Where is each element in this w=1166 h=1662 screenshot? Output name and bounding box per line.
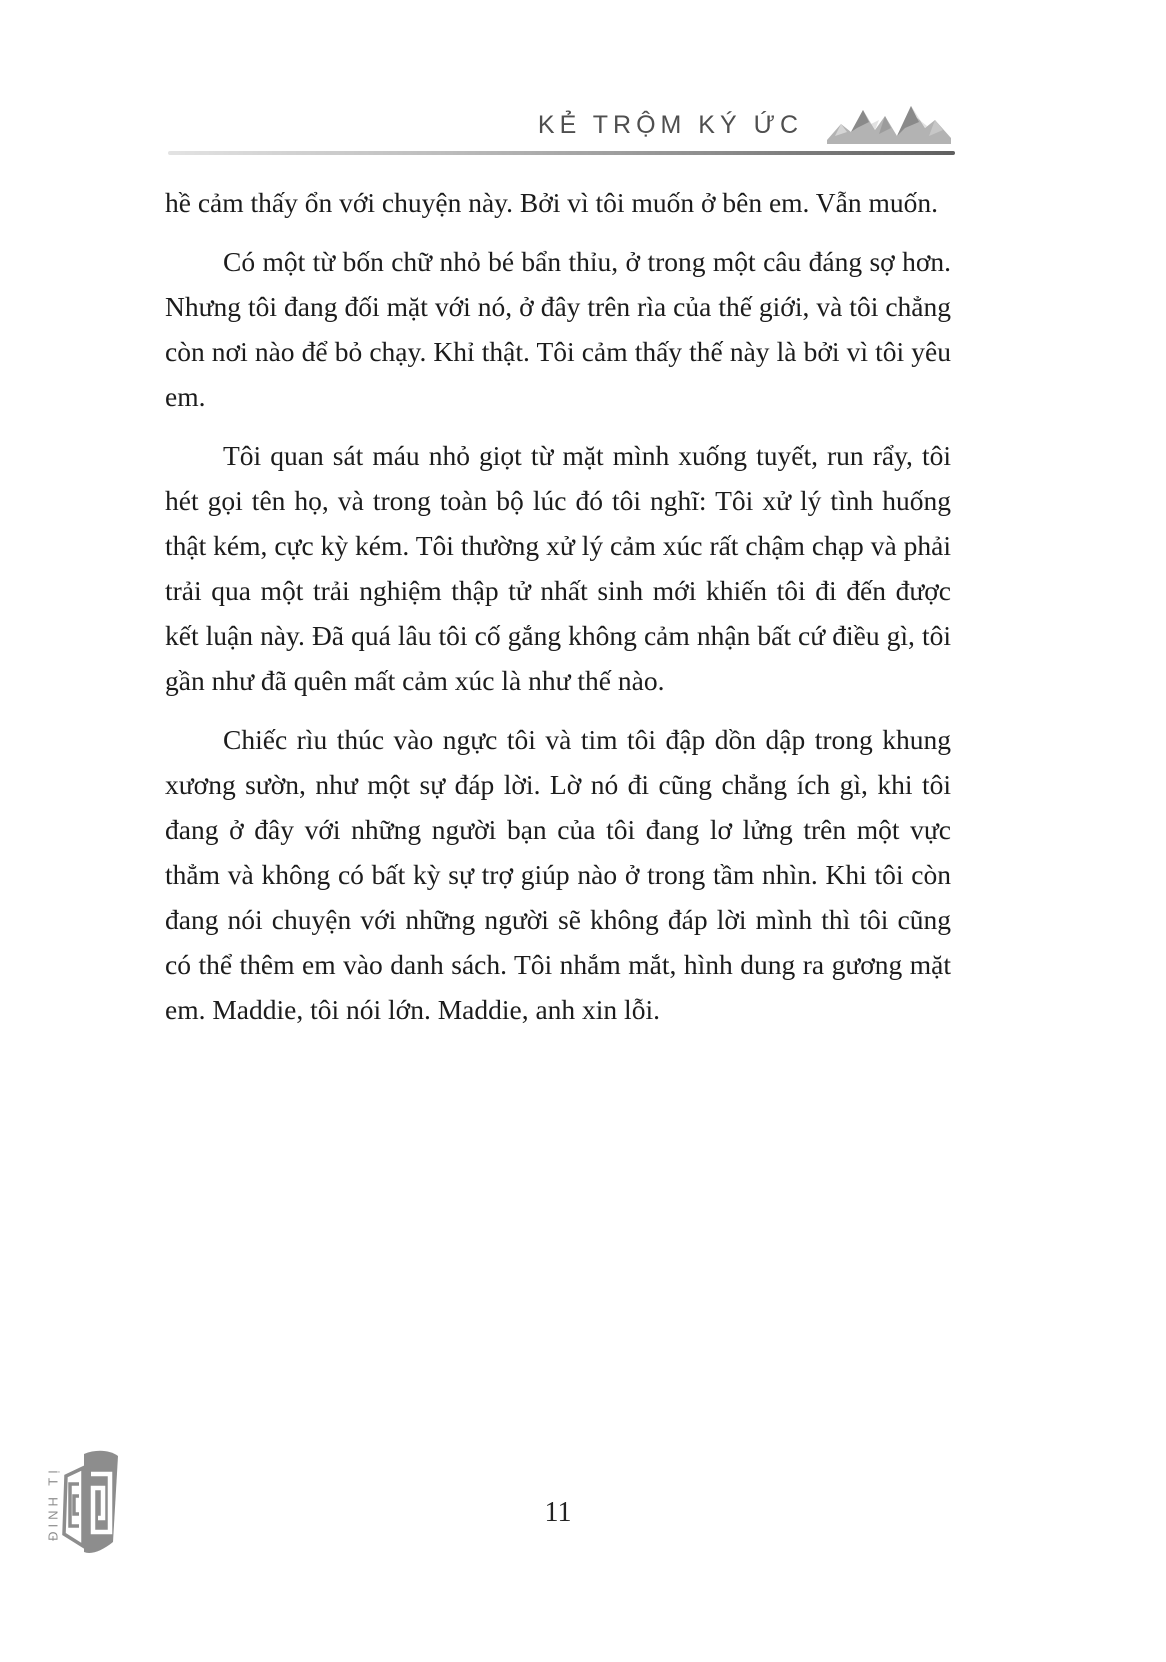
page-header [165, 96, 951, 144]
header-divider [168, 151, 955, 155]
body-text [165, 180, 951, 1046]
paragraph: Tôi quan sát máu nhỏ giọt từ mặt mình xuống tuyết, run rẩy, tôi hét gọi tên họ, và trong toàn bộ lúc đó tôi nghĩ: Tôi xử lý tình huống thật kém, cực kỳ kém. Tôi thường xử lý cảm xúc rất chậm chạp và phải trải qua một trải nghiệm thập tử nhất sinh mới khiến tôi đi đến được kết luận này. Đã quá lâu tôi cố gắng không cảm nhận bất cứ điều gì, tôi gần như đã quên mất cảm xúc là như thế nào. [165, 440, 951, 696]
paragraph: hề cảm thấy ổn với chuyện này. Bởi vì tôi muốn ở bên em. Vẫn muốn. [165, 187, 939, 218]
publisher-logo-text: ĐINH TỊ [45, 1466, 61, 1541]
paragraph: Có một từ bốn chữ nhỏ bé bẩn thỉu, ở trong một câu đáng sợ hơn. Nhưng tôi đang đối mặt với nó, ở đây trên rìa của thế giới, và tôi chẳng còn nơi nào để bỏ chạy. Khỉ thật. Tôi cảm thấy thế này là bởi vì tôi yêu em. [165, 246, 951, 412]
paragraph: Chiếc rìu thúc vào ngực tôi và tim tôi đập dồn dập trong khung xương sườn, như một sự đáp lời. Lờ nó đi cũng chẳng ích gì, khi tôi đang ở đây với những người bạn của tôi đang lơ lửng trên một vực thẳm và không có bất kỳ sự trợ giúp nào ở trong tầm nhìn. Khi tôi còn đang nói chuyện với những người sẽ không đáp lời mình thì tôi cũng có thể thêm em vào danh sách. Tôi nhắm mắt, hình dung ra gương mặt em. Maddie, tôi nói lớn. Maddie, anh xin lỗi. [165, 724, 951, 1025]
mountain-range-icon [827, 98, 951, 144]
page-number: 11 [544, 1497, 572, 1528]
publisher-logo [26, 1446, 122, 1564]
publisher-logo-mark-icon [58, 1448, 120, 1560]
running-title: KẺ TRỘM KÝ ỨC [537, 111, 803, 139]
